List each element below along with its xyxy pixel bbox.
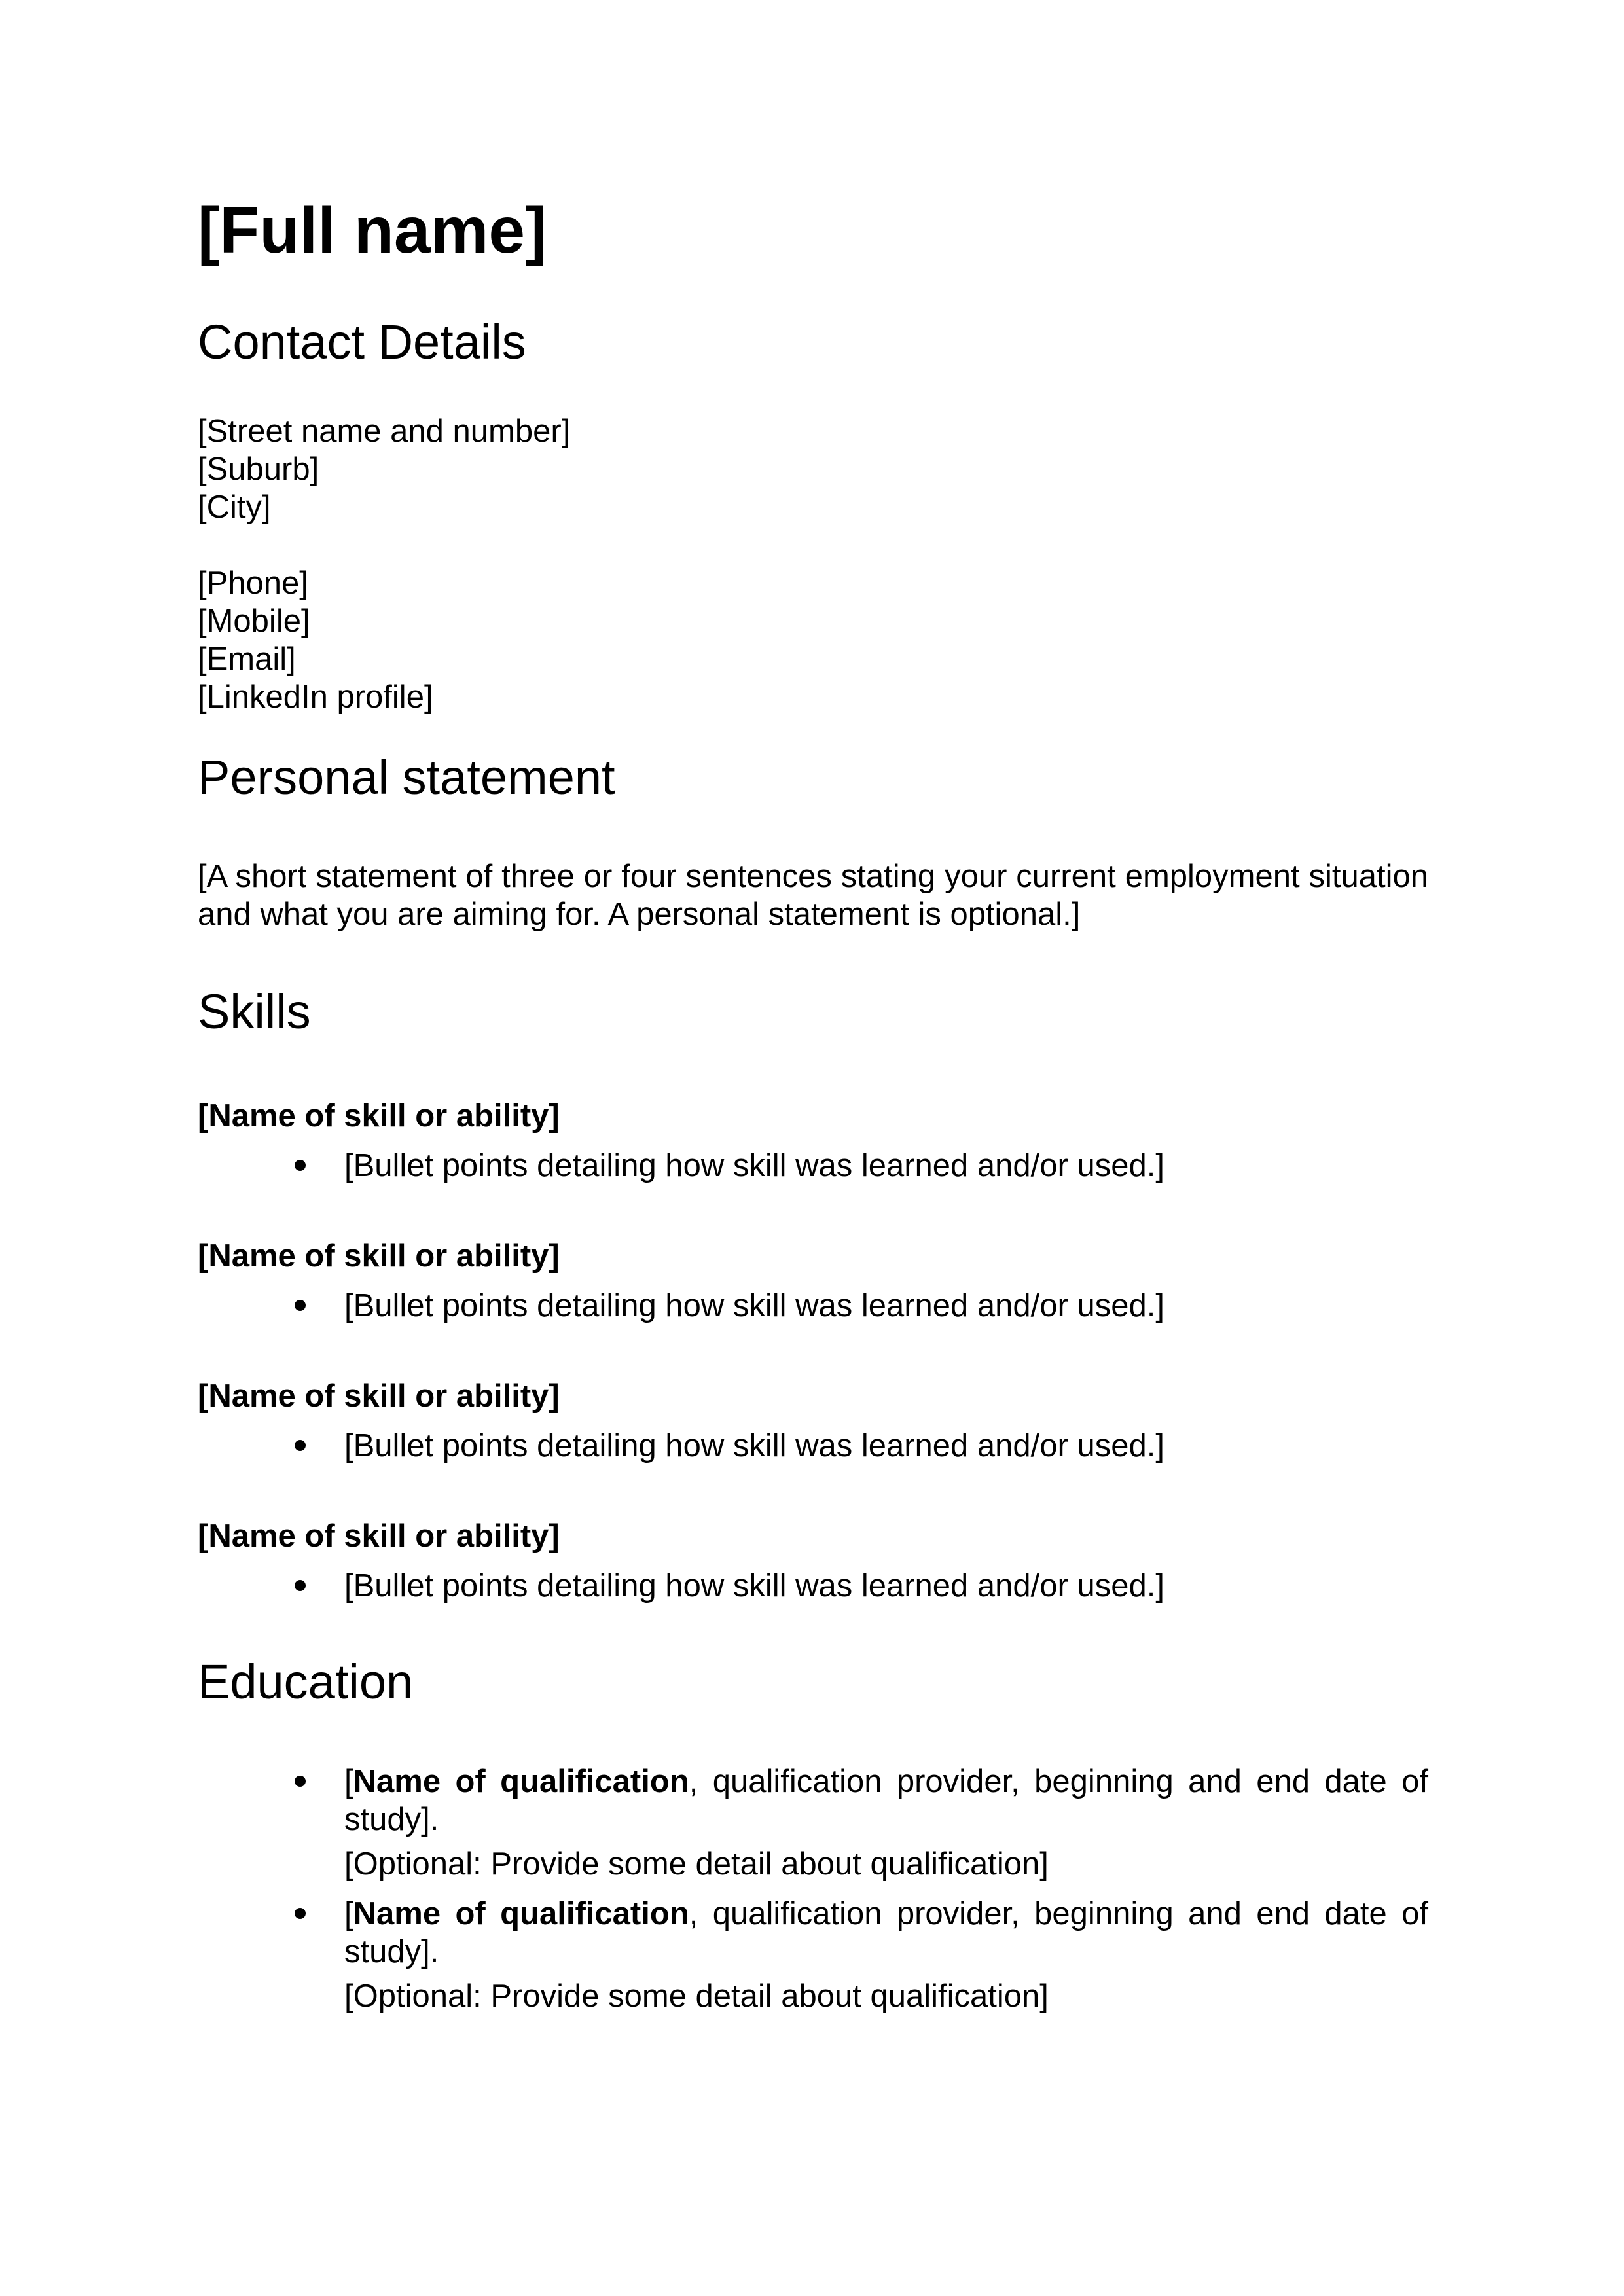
education-heading: Education [198, 1655, 414, 1709]
skill-bullet-text: [Bullet points detailing how skill was learned and/or used.] [344, 1148, 1164, 1183]
skill-name: [Name of skill or ability] [198, 1518, 560, 1554]
skill-bullet-text: [Bullet points detailing how skill was learned and/or used.] [344, 1428, 1164, 1463]
skill-name: [Name of skill or ability] [198, 1098, 560, 1134]
contact-phone: [Phone] [198, 565, 308, 601]
contact-details-heading: Contact Details [198, 315, 526, 369]
skill-name: [Name of skill or ability] [198, 1238, 560, 1274]
education-item-text [344, 1895, 1428, 2015]
skill-name: [Name of skill or ability] [198, 1378, 560, 1414]
bullet-icon [295, 1440, 306, 1451]
qualification-name: Name of qualification [353, 1764, 689, 1799]
bullet-icon [295, 1776, 306, 1787]
full-name-heading: [Full name] [198, 194, 547, 267]
contact-email: [Email] [198, 641, 296, 677]
contact-linkedin: [LinkedIn profile] [198, 679, 433, 715]
bullet-icon [295, 1300, 306, 1311]
contact-city: [City] [198, 490, 271, 525]
contact-mobile: [Mobile] [198, 603, 310, 639]
bullet-icon [295, 1580, 306, 1591]
qualification-details: , qualification provider, beginning and end date of study]. [344, 1896, 1428, 1969]
qualification-optional-detail: [Optional: Provide some detail about qualification] [344, 1979, 1049, 2014]
qualification-line [344, 1895, 1428, 1971]
skill-bullet-text: [Bullet points detailing how skill was learned and/or used.] [344, 1288, 1164, 1323]
qualification-optional-detail: [Optional: Provide some detail about qualification] [344, 1846, 1049, 1882]
personal-statement-text: [A short statement of three or four sentences stating your current employment situation and what you are aiming for. A personal statement is optional.] [198, 859, 1428, 932]
contact-suburb: [Suburb] [198, 452, 319, 487]
bullet-icon [295, 1160, 306, 1171]
qualification-open-bracket: [ [344, 1896, 353, 1931]
qualification-details: , qualification provider, beginning and end date of study]. [344, 1764, 1428, 1837]
skill-bullet-text: [Bullet points detailing how skill was learned and/or used.] [344, 1568, 1164, 1604]
qualification-open-bracket: [ [344, 1764, 353, 1799]
qualification-name: Name of qualification [353, 1896, 689, 1931]
skills-heading: Skills [198, 984, 311, 1039]
contact-street: [Street name and number] [198, 414, 571, 449]
bullet-icon [295, 1908, 306, 1919]
qualification-line [344, 1763, 1428, 1839]
personal-statement-heading: Personal statement [198, 750, 615, 804]
education-item-text [344, 1763, 1428, 1883]
